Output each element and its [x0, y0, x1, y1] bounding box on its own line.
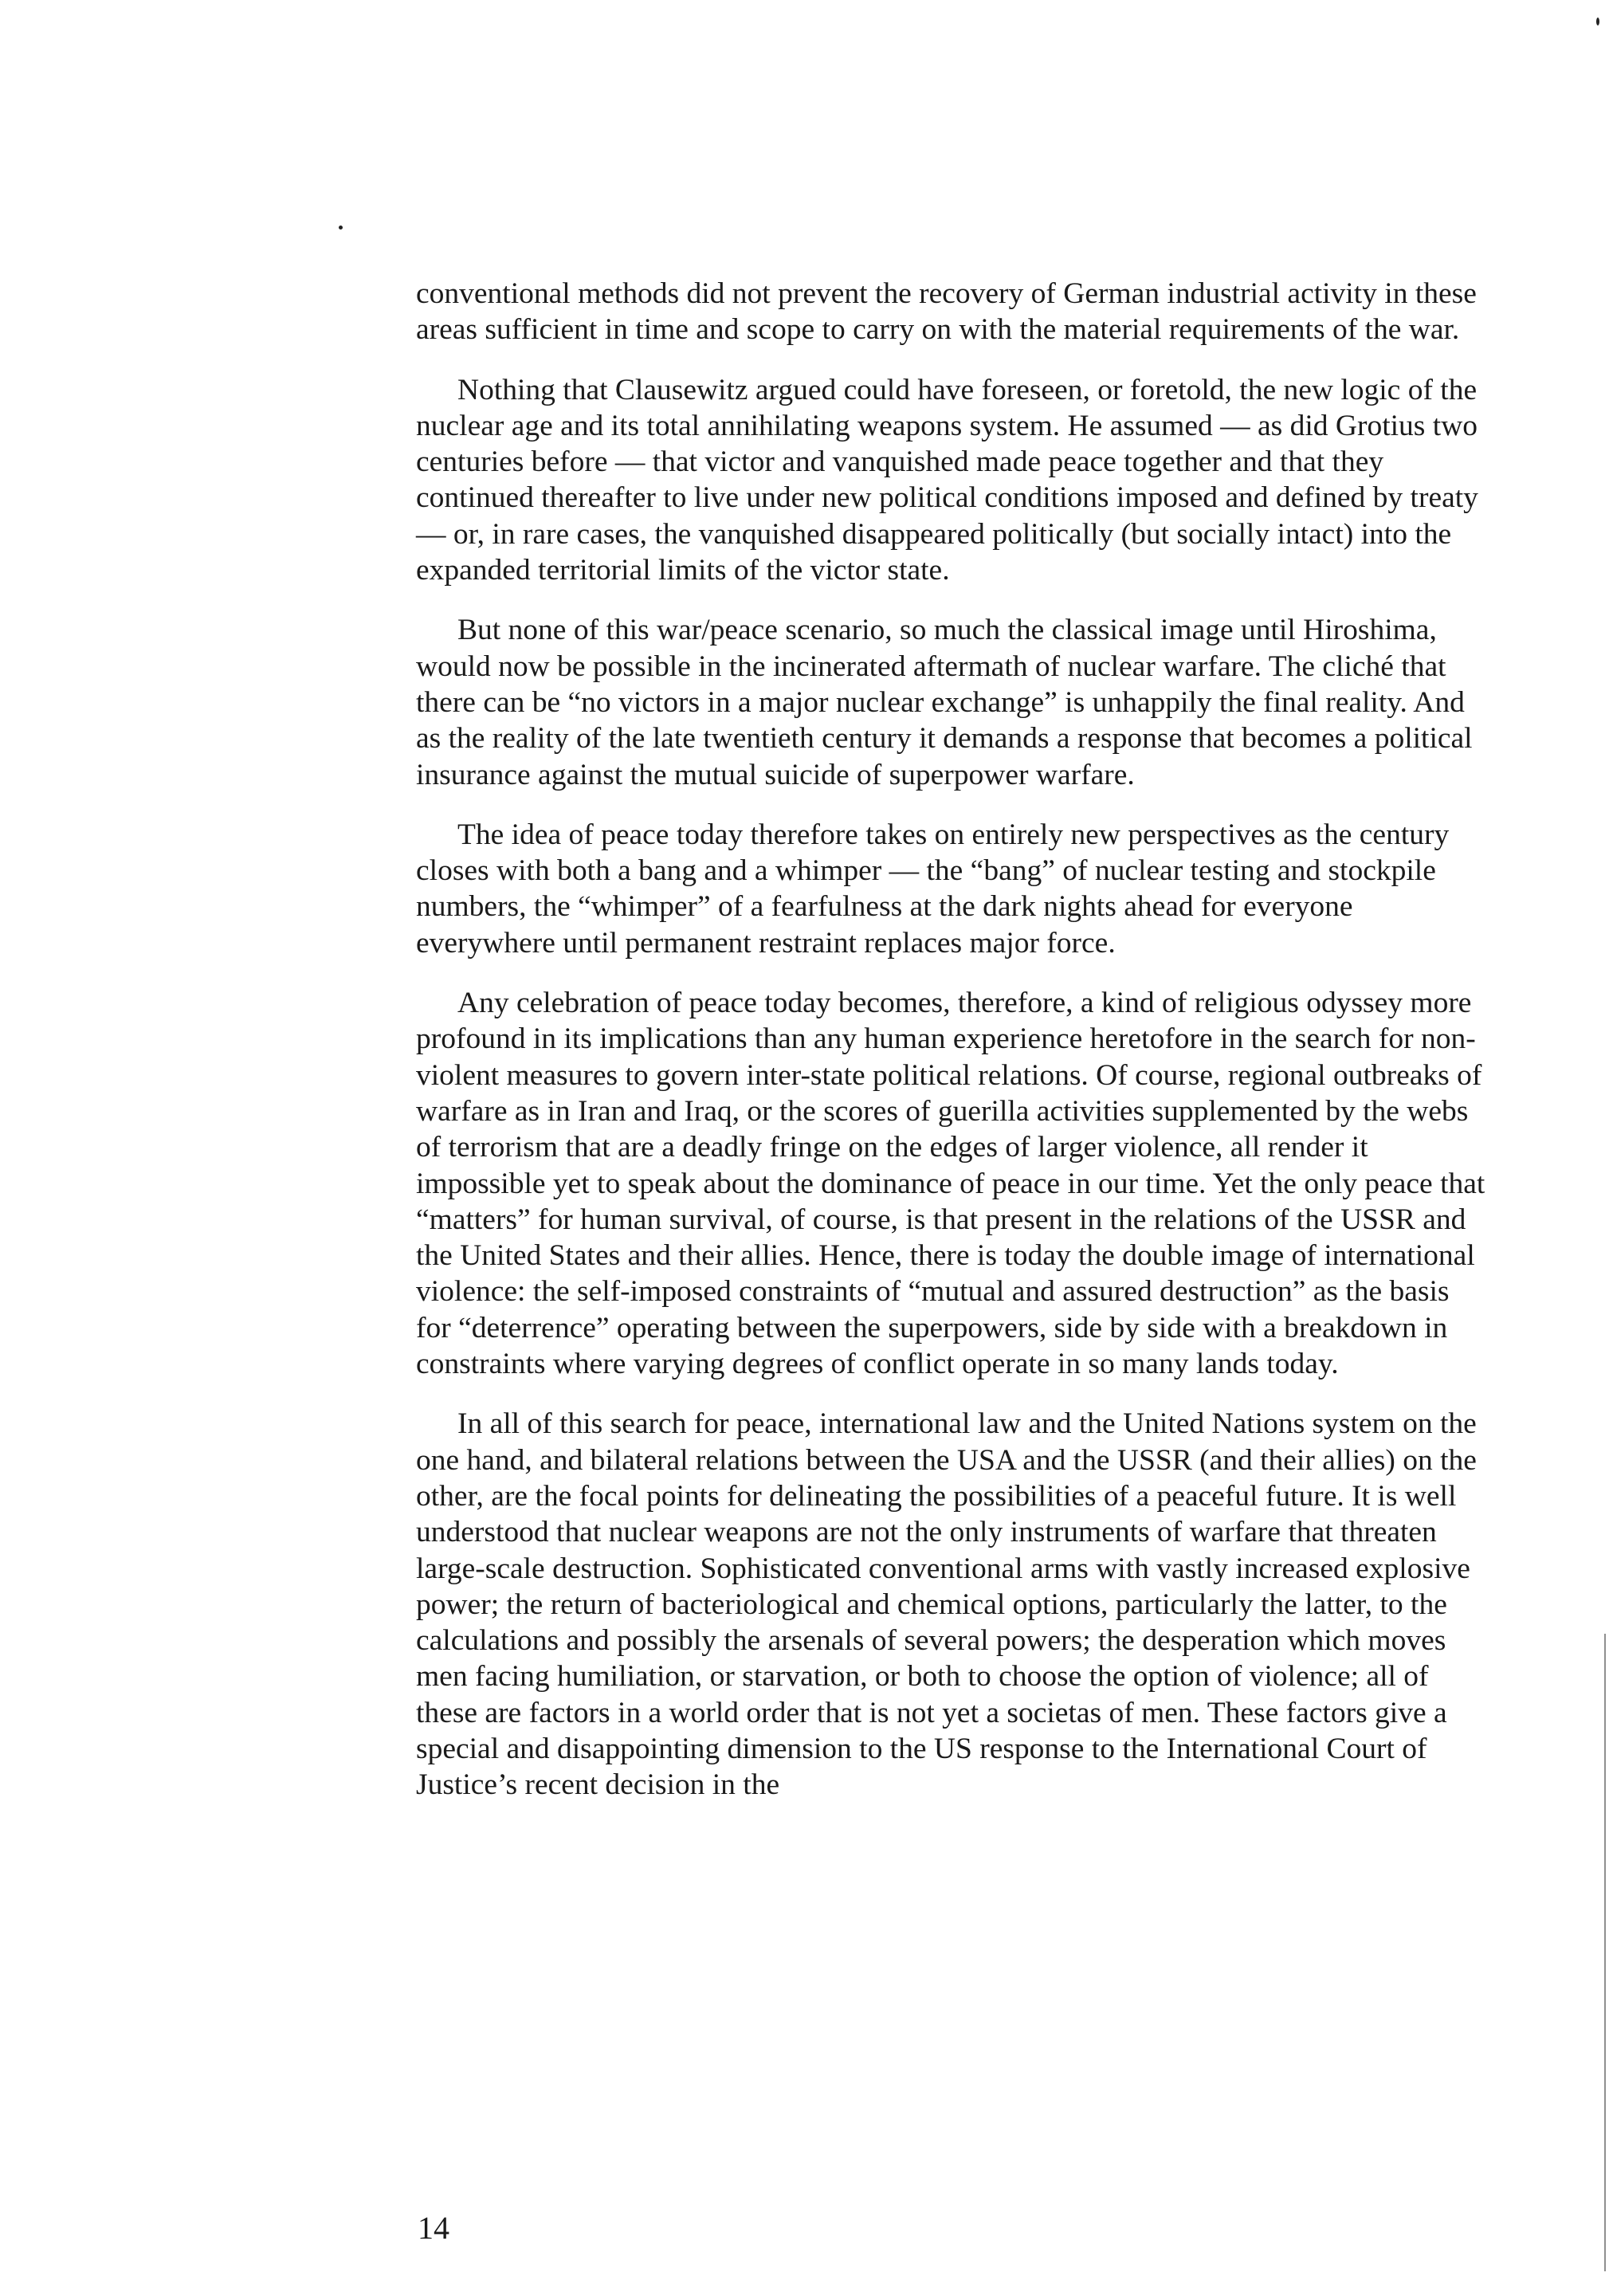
scan-speck	[1596, 18, 1599, 26]
paragraph-continued: conventional methods did not prevent the recovery of German industrial activity in these areas sufficient in time and scope to carry on with the material requirements of the war.	[416, 277, 1477, 347]
body-text	[416, 276, 1488, 1827]
paragraph-search-for-peace: In all of this search for peace, international law and the United Nations system on the one hand, and bilateral relations between the USA and the USSR (and their allies) on the other, are the focal points for delineating the possibilities of a peaceful future. It is well understood that nuclear weapons are not the only instruments of warfare that threaten large-scale destruction. Sophisticated conventional arms with vastly increased explosive power; the return of bacteriological and chemical options, particularly the latter, to the calculations and possibly the arsenals of several powers; the desperation which moves men facing humiliation, or starvation, or both to choose the option of violence; all of these are factors in a world order that is not yet a societas of men. These factors give a special and disappointing dimension to the US response to the International Court of Justice’s recent decision in the	[416, 1407, 1477, 1802]
paragraph-clausewitz: Nothing that Clausewitz argued could have foreseen, or foretold, the new logic of the nuclear age and its total annihilating weapons system. He assumed — as did Grotius two centuries before — that victor and vanquished made peace together and that they continued thereafter to live under new political conditions imposed and defined by treaty — or, in rare cases, the vanquished disappeared politically (but socially intact) into the expanded territorial limits of the victor state.	[416, 373, 1478, 587]
paragraph-idea-of-peace: The idea of peace today therefore takes on entirely new perspectives as the century closes with both a bang and a whimper — the “bang” of nuclear testing and stockpile numbers, the “whimper” of a fearfulness at the dark nights ahead for everyone everywhere until permanent restraint replaces major force.	[416, 818, 1450, 960]
paragraph-celebration-of-peace: Any celebration of peace today becomes, therefore, a kind of religious odyssey more profound in its implications than any human experience heretofore in the search for non-violent measures to govern inter-state political relations. Of course, regional outbreaks of warfare as in Iran and Iraq, or the scores of guerilla activities supplemented by the webs of terrorism that are a deadly fringe on the edges of larger violence, all render it impossible yet to speak about the dominance of peace in our time. Yet the only peace that “matters” for human survival, of course, is that present in the relations of the USSR and the United States and their allies. Hence, there is today the double image of international violence: the self-imposed constraints of “mutual and assured destruction” as the basis for “deterrence” operating between the superpowers, side by side with a breakdown in constraints where varying degrees of conflict operate in so many lands today.	[416, 987, 1485, 1381]
scan-edge-mark	[1604, 1634, 1606, 2271]
page-number: 14	[418, 2210, 449, 2246]
scan-speck	[339, 226, 343, 230]
paragraph-war-peace-scenario: But none of this war/peace scenario, so much the classical image until Hiroshima, would now be possible in the incinerated aftermath of nuclear warfare. The cliché that there can be “no victors in a major nuclear exchange” is unhappily the final reality. And as the reality of the late twentieth century it demands a response that becomes a political insurance against the mutual suicide of superpower warfare.	[416, 614, 1473, 791]
